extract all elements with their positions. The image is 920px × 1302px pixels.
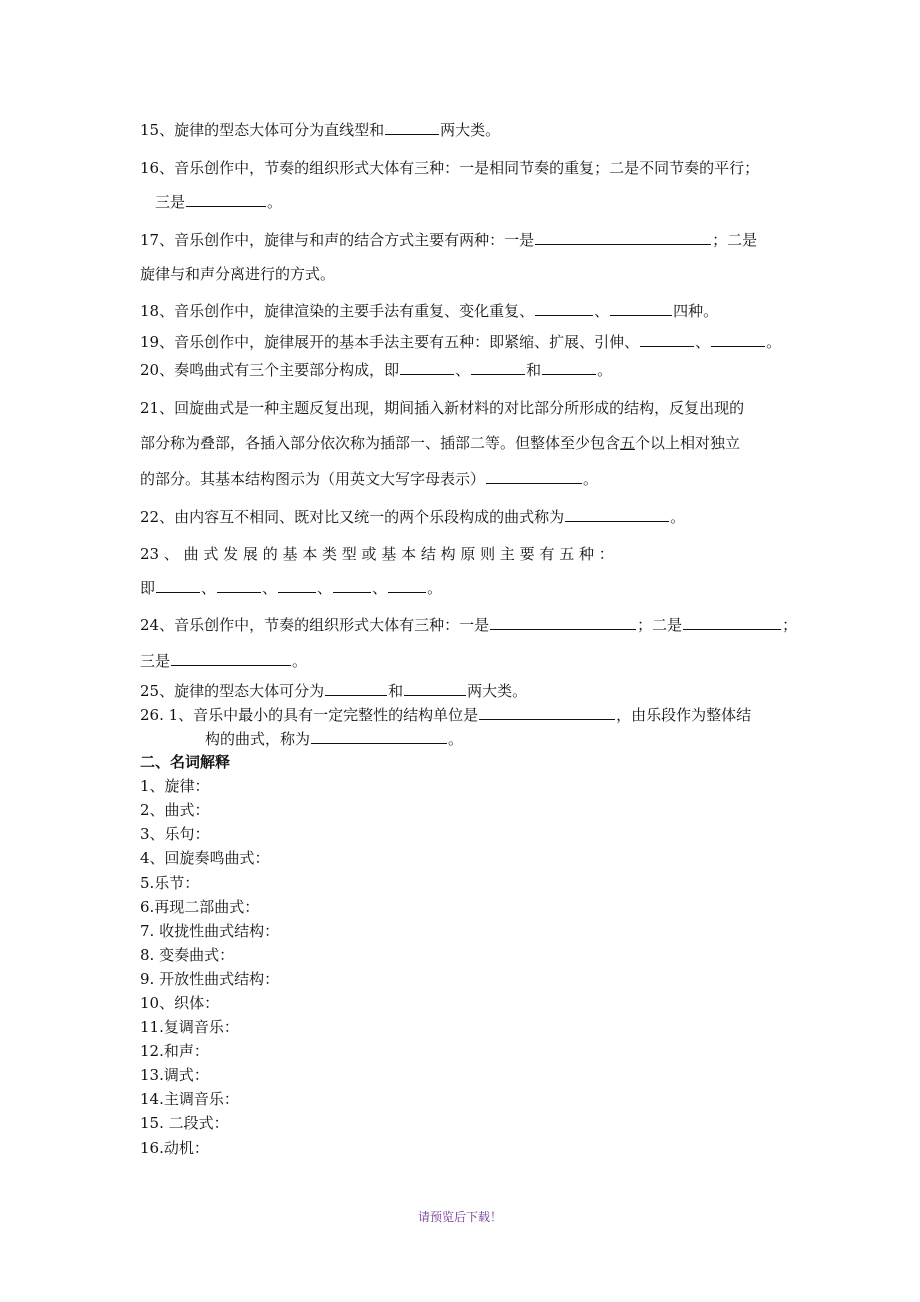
term-item: 11.复调音乐： — [140, 1018, 239, 1036]
q24-blank-3 — [171, 651, 291, 666]
q26-mid: ，由乐段作为整体结 — [616, 706, 752, 724]
q15-text: 15、旋律的型态大体可分为直线型和 — [140, 121, 385, 139]
term-item: 4、回旋奏鸣曲式： — [140, 849, 270, 867]
term-item: 12.和声： — [140, 1042, 209, 1060]
q18-blank-2 — [610, 301, 672, 316]
q21-underlined-five: 五 — [620, 434, 636, 452]
q19-blank-1 — [640, 332, 694, 347]
question-26 — [140, 705, 751, 725]
q19-blank-2 — [711, 332, 765, 347]
term-item: 14.主调音乐： — [140, 1090, 239, 1108]
q23-text: 23 、 曲 式 发 展 的 基 本 类 型 或 基 本 结 构 原 则 主 要 有 五 种 ： — [140, 545, 614, 563]
q20-blank-2 — [471, 360, 525, 375]
footer-note: 请预览后下载！ — [417, 1210, 502, 1224]
term-item: 10、织体： — [140, 994, 220, 1012]
q23-sep-1: 、 — [201, 579, 217, 597]
question-23-cont — [140, 578, 442, 598]
question-22 — [140, 507, 685, 527]
q25-tail: 两大类。 — [467, 682, 528, 700]
question-18 — [140, 301, 718, 321]
q16-text: 16、音乐创作中，节奏的组织形式大体有三种：一是相同节奏的重复；二是不同节奏的平行； — [140, 159, 760, 177]
q24-end: ； — [782, 616, 798, 634]
q26-tail: 。 — [448, 730, 464, 748]
q17-text: 17、音乐创作中，旋律与和声的结合方式主要有两种：一是 — [140, 231, 535, 249]
section-title-terms: 二、名词解释 — [140, 753, 231, 771]
q23-tail: 。 — [427, 579, 443, 597]
question-24-cont — [140, 651, 307, 671]
q23-blank-3 — [278, 578, 316, 593]
question-15 — [140, 120, 500, 140]
q19-sep: 、 — [695, 333, 711, 351]
q18-tail: 四种。 — [673, 302, 719, 320]
q23-sep-2: 、 — [262, 579, 278, 597]
q23-text-2: 即 — [140, 579, 156, 597]
q23-blank-4 — [333, 578, 371, 593]
term-item: 2、曲式： — [140, 801, 210, 819]
q16-blank — [186, 192, 266, 207]
q24-blank-2 — [683, 615, 781, 630]
q23-sep-3: 、 — [317, 579, 333, 597]
q24-blank-1 — [490, 615, 636, 630]
q18-text: 18、音乐创作中，旋律渲染的主要手法有重复、变化重复、 — [140, 302, 535, 320]
q21-text: 21、回旋曲式是一种主题反复出现，期间插入新材料的对比部分所形成的结构，反复出现的 — [140, 399, 745, 417]
q15-tail: 两大类。 — [440, 121, 501, 139]
q23-sep-4: 、 — [372, 579, 388, 597]
q25-text: 25、旋律的型态大体可分为 — [140, 682, 325, 700]
q24-mid: ；二是 — [637, 616, 683, 634]
q25-and: 和 — [388, 682, 404, 700]
term-item: 16.动机： — [140, 1139, 209, 1157]
term-item: 7. 收拢性曲式结构： — [140, 922, 280, 940]
q21-text-3: 的部分。其基本结构图示为（用英文大写字母表示） — [140, 470, 486, 488]
question-26-cont — [205, 729, 463, 749]
question-17 — [140, 230, 757, 250]
q26-text-2: 构的曲式，称为 — [205, 730, 311, 748]
q22-text: 22、由内容互不相同、既对比又统一的两个乐段构成的曲式称为 — [140, 508, 565, 526]
q17-text-2: 旋律与和声分离进行的方式。 — [140, 265, 336, 283]
q25-blank-2 — [404, 681, 466, 696]
q20-tail: 。 — [597, 361, 613, 379]
question-16-cont — [155, 192, 282, 212]
q15-blank — [385, 120, 439, 135]
question-21-cont2 — [140, 469, 598, 489]
question-21 — [140, 398, 744, 418]
term-item: 6.再现二部曲式： — [140, 898, 260, 916]
question-25 — [140, 681, 527, 701]
q23-blank-1 — [156, 578, 200, 593]
q20-sep: 、 — [455, 361, 471, 379]
term-item: 13.调式： — [140, 1066, 209, 1084]
q23-blank-2 — [217, 578, 261, 593]
q21-text-2b: 个以上相对独立 — [635, 434, 741, 452]
q16-text-2: 三是 — [155, 193, 186, 211]
term-item: 1、旋律： — [140, 777, 210, 795]
q25-blank-1 — [325, 681, 387, 696]
term-item: 15. 二段式： — [140, 1114, 229, 1132]
term-item: 9. 开放性曲式结构： — [140, 970, 280, 988]
q21-blank — [486, 469, 582, 484]
q21-text-2: 部分称为叠部，各插入部分依次称为插部一、插部二等。但整体至少包含 — [140, 434, 621, 452]
q18-sep: 、 — [594, 302, 610, 320]
q17-mid: ；二是 — [712, 231, 758, 249]
question-19 — [140, 332, 781, 352]
q26-text: 26. 1、音乐中最小的具有一定完整性的结构单位是 — [140, 706, 479, 724]
q23-blank-5 — [388, 578, 426, 593]
term-item: 8. 变奏曲式： — [140, 946, 235, 964]
q17-blank — [535, 230, 711, 245]
term-item: 3、乐句： — [140, 825, 210, 843]
q24-text-2: 三是 — [140, 652, 171, 670]
q20-blank-1 — [400, 360, 454, 375]
q26-blank-2 — [311, 729, 447, 744]
q24-tail: 。 — [292, 652, 308, 670]
question-16 — [140, 158, 759, 178]
question-21-cont — [140, 433, 740, 453]
q20-blank-3 — [542, 360, 596, 375]
q24-text: 24、音乐创作中，节奏的组织形式大体有三种：一是 — [140, 616, 490, 634]
q18-blank-1 — [535, 301, 593, 316]
q26-blank-1 — [479, 705, 615, 720]
q21-tail: 。 — [583, 470, 599, 488]
q16-tail: 。 — [267, 193, 283, 211]
q20-text: 20、奏鸣曲式有三个主要部分构成，即 — [140, 361, 400, 379]
q19-text: 19、音乐创作中，旋律展开的基本手法主要有五种：即紧缩、扩展、引伸、 — [140, 333, 640, 351]
term-item: 5.乐节： — [140, 874, 200, 892]
q22-blank — [565, 507, 669, 522]
question-17-cont — [140, 264, 335, 284]
question-23 — [140, 544, 614, 564]
q20-and: 和 — [526, 361, 542, 379]
question-20 — [140, 360, 612, 380]
q19-tail: 。 — [766, 333, 782, 351]
q22-tail: 。 — [670, 508, 686, 526]
question-24 — [140, 615, 797, 635]
